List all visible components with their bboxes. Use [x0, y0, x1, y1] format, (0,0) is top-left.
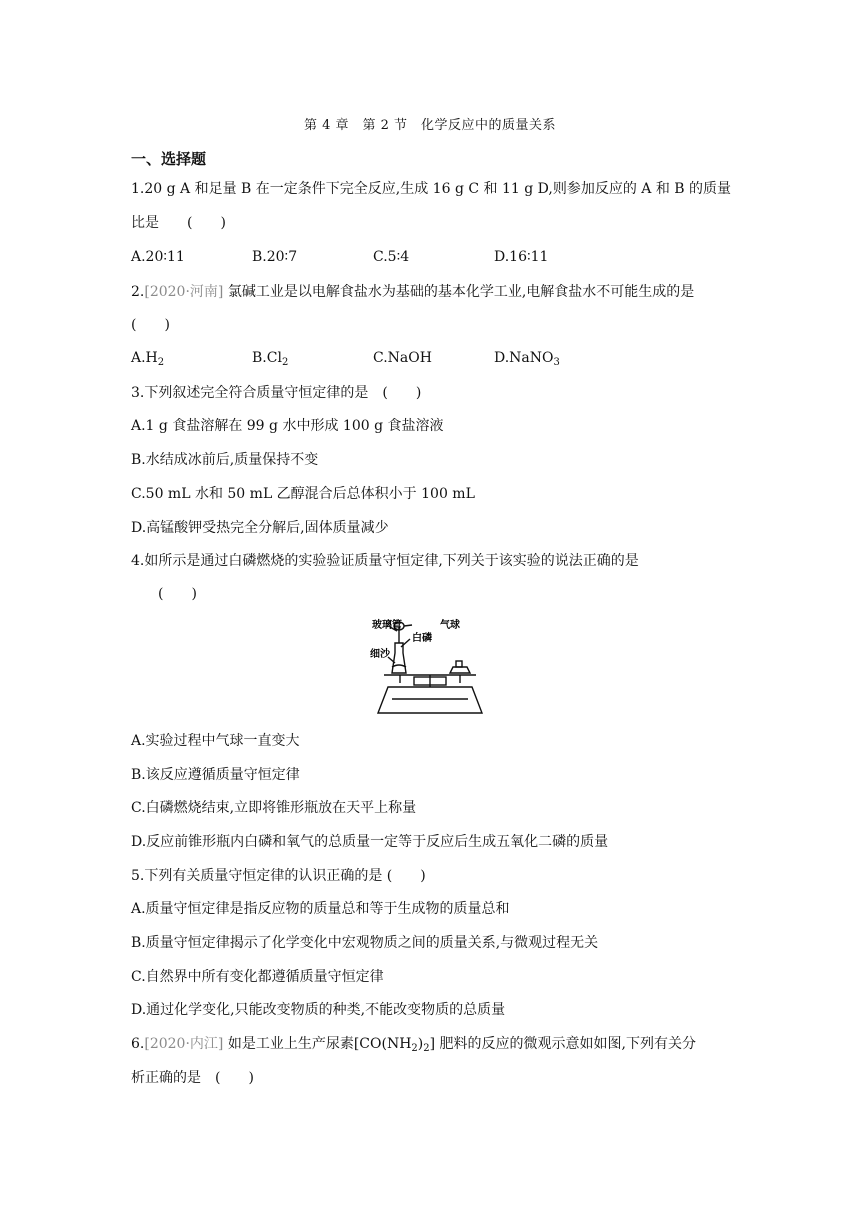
q2-option-d: D.NaNO$_3$ [494, 350, 560, 368]
q3-option-c: C.50 mL 水和 50 mL 乙醇混合后总体积小于 100 mL [131, 486, 475, 502]
q3-option-d: D.高锰酸钾受热完全分解后,固体质量减少 [131, 520, 389, 536]
q1-stem-line1: 1.20 g A 和足量 B 在一定条件下完全反应,生成 16 g C 和 11 g D,则参加反应的 A 和 B 的质量 [131, 181, 732, 197]
q2-text: 氯碱工业是以电解食盐水为基础的基本化学工业,电解食盐水不可能生成的是 [223, 284, 695, 300]
figure-label-balloon: 气球 [440, 620, 460, 631]
q5-stem: 5.下列有关质量守恒定律的认识正确的是 ( ) [131, 868, 426, 884]
q3-option-a: A.1 g 食盐溶解在 99 g 水中形成 100 g 食盐溶液 [131, 418, 444, 434]
q2-option-c: C.NaOH [373, 350, 432, 366]
q3-stem: 3.下列叙述完全符合质量守恒定律的是 ( ) [131, 385, 422, 401]
q1-option-a: A.20∶11 [131, 249, 185, 265]
q4-option-d: D.反应前锥形瓶内白磷和氧气的总质量一定等于反应后生成五氧化二磷的质量 [131, 834, 609, 850]
q4-stem-line2: ( ) [158, 586, 197, 602]
q4-option-c: C.白磷燃烧结束,立即将锥形瓶放在天平上称量 [131, 800, 417, 816]
right-pan [450, 667, 470, 673]
q6-source-tag: [2020·内江] [144, 1036, 224, 1052]
q5-option-c: C.自然界中所有变化都遵循质量守恒定律 [131, 969, 384, 985]
q6-stem-line2: 析正确的是 ( ) [131, 1070, 254, 1086]
q1-stem-line2: 比是 ( ) [131, 215, 226, 231]
figure-label-sand: 细沙 [370, 649, 390, 660]
q2-option-b: $B.Cl_2$ [252, 350, 289, 368]
q4-stem-line1: 4.如所示是通过白磷燃烧的实验验证质量守恒定律,下列关于该实验的说法正确的是 [131, 553, 639, 569]
figure-label-glass: 玻璃管 [372, 620, 402, 631]
q5-option-b: B.质量守恒定律揭示了化学变化中宏观物质之间的质量关系,与微观过程无关 [131, 935, 599, 951]
conical-flask [392, 643, 406, 673]
balance-experiment-figure [370, 617, 490, 717]
q1-option-b: B.20∶7 [252, 249, 298, 265]
page-title: 第 4 章 第 2 节 化学反应中的质量关系 [303, 118, 557, 133]
q4-option-b: B.该反应遵循质量守恒定律 [131, 767, 300, 783]
q3-option-b: B.水结成冰前后,质量保持不变 [131, 452, 319, 468]
q1-option-c: C.5∶4 [373, 249, 410, 265]
q6-stem-line1: 6.[2020·内江] 如是工业上生产尿素$[CO(NH_2)_2]$ 肥料的反应的微观示意如如图,下列有关分 [131, 1036, 696, 1054]
q5-option-a: A.质量守恒定律是指反应物的质量总和等于生成物的质量总和 [131, 901, 510, 917]
figure-label-phosphorus: 白磷 [412, 633, 432, 644]
balance-base [378, 687, 482, 713]
q6-number: 6. [131, 1036, 145, 1052]
q2-number: 2. [131, 284, 145, 300]
q1-option-d: D.16∶11 [494, 249, 549, 265]
q2-stem-line2: ( ) [131, 317, 170, 333]
q2-stem-line1 [131, 282, 694, 302]
section-heading: 一、选择题 [131, 150, 207, 168]
q4-option-a: A.实验过程中气球一直变大 [131, 733, 300, 749]
q2-source-tag: [2020·河南] [144, 284, 224, 300]
q2-option-a: $A.H_2$ [131, 350, 165, 368]
q5-option-d: D.通过化学变化,只能改变物质的种类,不能改变物质的总质量 [131, 1002, 506, 1018]
